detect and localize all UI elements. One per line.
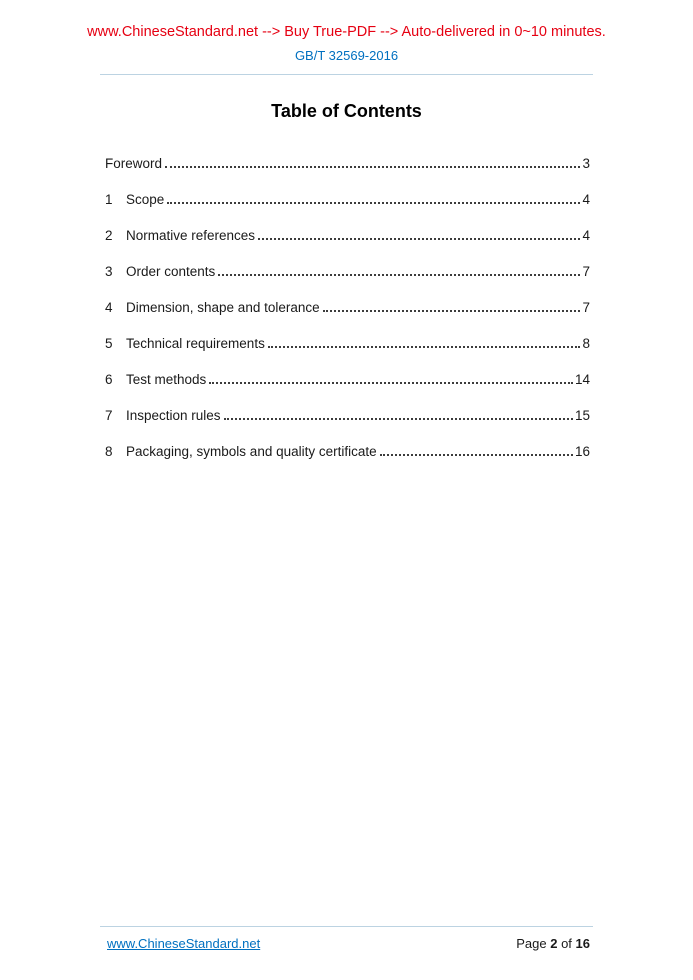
toc-entry-number: 5 (105, 336, 113, 351)
toc-entry-page: 14 (574, 372, 590, 387)
footer-row (0, 936, 693, 951)
toc-entry-page: 15 (574, 408, 590, 423)
toc-entry-label: Scope (126, 192, 165, 207)
toc-entry-page: 4 (582, 228, 590, 243)
toc-entry-page: 7 (582, 264, 590, 279)
toc-entry-number: 4 (105, 300, 113, 315)
toc-dot-leader (218, 274, 580, 276)
toc-dot-leader (380, 454, 573, 456)
toc-entry-number: 2 (105, 228, 113, 243)
toc-entry-number: 3 (105, 264, 113, 279)
toc-entry (105, 300, 590, 316)
toc-entry-page: 7 (582, 300, 590, 315)
toc-entry-number: 7 (105, 408, 113, 423)
toc-entry (105, 192, 590, 208)
page-header (0, 0, 693, 64)
toc-entry (105, 264, 590, 280)
toc-entry-page: 4 (582, 192, 590, 207)
toc-dot-leader (258, 238, 580, 240)
toc-entry (105, 156, 590, 172)
toc-entry (105, 336, 590, 352)
toc-entry-label: Test methods (126, 372, 207, 387)
header-divider (100, 74, 593, 75)
toc-dot-leader (268, 346, 581, 348)
toc-entry-number: 1 (105, 192, 113, 207)
page-total: 16 (575, 936, 590, 951)
toc-entry-label: Packaging, symbols and quality certificate (126, 444, 377, 459)
page-current: 2 (550, 936, 558, 951)
toc-entry-label: Dimension, shape and tolerance (126, 300, 320, 315)
toc-entry-label: Foreword (105, 156, 163, 171)
toc-dot-leader (224, 418, 573, 420)
toc-entry-label: Inspection rules (126, 408, 221, 423)
toc-entry-page: 16 (574, 444, 590, 459)
toc-dot-leader (209, 382, 573, 384)
page-title: Table of Contents (271, 101, 422, 121)
toc-entry (105, 444, 590, 460)
toc-entry-number: 6 (105, 372, 113, 387)
toc-entry-page: 3 (582, 156, 590, 171)
toc-entry-number: 8 (105, 444, 113, 459)
table-of-contents (0, 156, 693, 460)
page-word: Page (516, 936, 547, 951)
toc-dot-leader (167, 202, 580, 204)
toc-dot-leader (165, 166, 580, 168)
page-indicator (516, 936, 590, 951)
page-footer (0, 916, 693, 980)
toc-dot-leader (323, 310, 581, 312)
toc-entry-label: Technical requirements (126, 336, 265, 351)
toc-entry (105, 408, 590, 424)
toc-entry-label: Normative references (126, 228, 256, 243)
promo-banner: www.ChineseStandard.net --> Buy True-PDF --> Auto-delivered in 0~10 minutes. (87, 24, 606, 40)
toc-entry-label: Order contents (126, 264, 216, 279)
toc-entry-page: 8 (582, 336, 590, 351)
footer-divider (100, 926, 593, 927)
footer-link[interactable]: www.ChineseStandard.net (107, 936, 261, 951)
toc-entry (105, 228, 590, 244)
toc-entry (105, 372, 590, 388)
standard-code: GB/T 32569-2016 (294, 48, 399, 63)
of-word: of (561, 936, 572, 951)
